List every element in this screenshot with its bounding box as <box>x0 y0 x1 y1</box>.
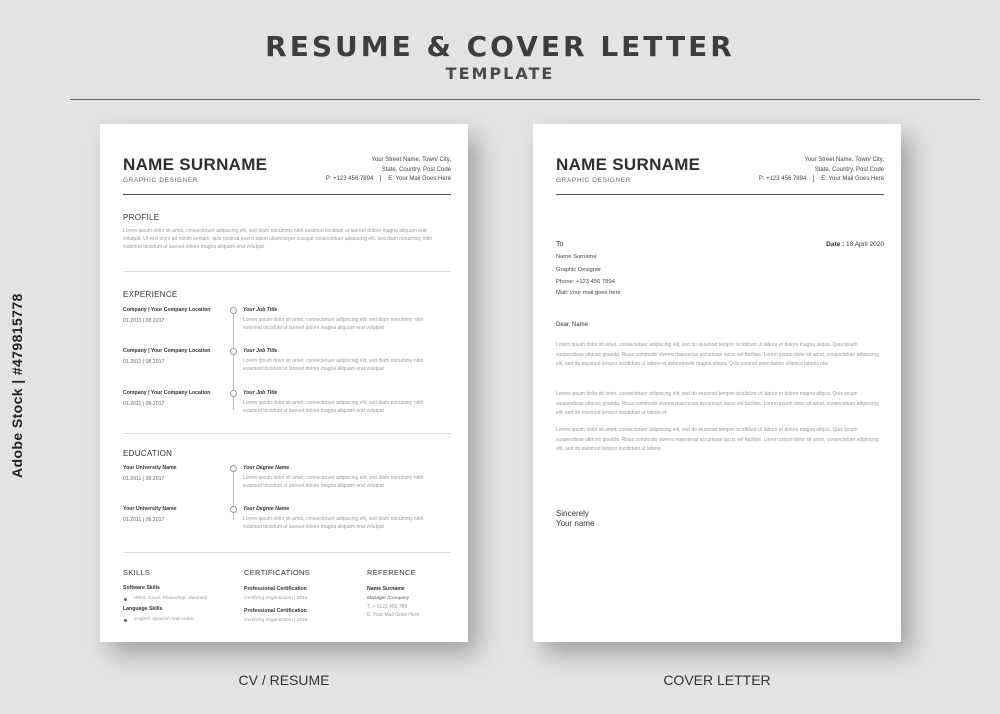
cover-role: GRAPHIC DESIGNER <box>556 177 631 184</box>
experience-job-title: Your Job Title <box>243 348 278 354</box>
recipient-role: Graphic Designer <box>556 267 602 273</box>
experience-company: Company | Your Company Location <box>123 307 211 313</box>
date-label: Date : <box>826 241 845 248</box>
timeline-dot <box>230 390 237 397</box>
stock-watermark-label: Adobe Stock | #479815778 <box>9 293 25 478</box>
timeline-dot <box>230 348 237 355</box>
email-text: E: Your Mail Goes Here <box>388 176 451 183</box>
education-description: Lorem ipsum dolor sit amet, consectetuer adipiscing elit, sed diam nonummy nibh euismod tincidunt ut laoreet dolore magna aliquam erat volutpat <box>243 475 424 490</box>
education-school: Your University Name <box>123 506 177 512</box>
signature-name: Your name <box>556 519 595 528</box>
experience-description: Lorem ipsum dolor sit amet, consectetuer adipiscing elit, sed diam nonummy nibh euismod tincidunt ut laoreet dolore magna aliquam erat volutpat <box>243 400 424 415</box>
resume-page <box>100 124 468 642</box>
resume-contact <box>326 175 451 182</box>
education-school: Your University Name <box>123 465 177 471</box>
profile-heading: PROFILE <box>123 213 160 222</box>
cover-letter-caption: COVER LETTER <box>663 672 771 688</box>
language-skills-label: Language Skills <box>123 606 163 612</box>
certification-org: Certifying Organization | 2016 <box>244 596 308 601</box>
bullet-icon <box>124 619 127 622</box>
recipient-mail: Mail: your mail goes here <box>556 290 621 296</box>
experience-date: 01.2011 | 08.2017 <box>123 401 165 407</box>
date-value: 18 April 2020 <box>846 241 884 248</box>
resume-name: NAME SURNAME <box>123 155 268 174</box>
cover-name: NAME SURNAME <box>556 155 701 174</box>
experience-job-title: Your Job Title <box>243 390 278 396</box>
reference-email: E. Your Mail Goes Here <box>367 612 420 618</box>
timeline-dot <box>230 506 237 513</box>
certification-name: Professional Certification <box>244 586 307 592</box>
page-title: RESUME & COVER LETTER <box>265 30 735 63</box>
experience-date: 01.2011 | 08.2017 <box>123 359 165 365</box>
experience-company: Company | Your Company Location <box>123 390 211 396</box>
page-subtitle: TEMPLATE <box>445 64 555 83</box>
divider <box>380 175 381 182</box>
greeting: Dear, Name <box>556 322 589 328</box>
education-description: Lorem ipsum dolor sit amet, consectetuer adipiscing elit, sed diam nonummy nibh euismod tincidunt ut laoreet dolore magna aliquam erat volutpat <box>243 516 424 531</box>
letter-paragraph: Lorem ipsum dolor sit amet, consectetuer adipiscing elit, sed do eiusmod tempor incididunt ut labore et dolore magna aliqua. Quis ipsum suspendisse ultrices gravida. Risus commodo viverra maecenas accumsan lacus vel facilisis. Lorem ipsum dolor sit amet, consectetuer adipiscing elit, sed do eiusmod tempor incididunt ut labore <box>556 427 879 453</box>
education-degree: Your Degree Name <box>243 465 290 471</box>
address-line: Your Street Name, Town/ City, <box>804 157 884 163</box>
address-line: Your Street Name, Town/ City, <box>371 157 451 163</box>
resume-address <box>321 155 451 175</box>
profile-text: Lorem ipsum dolor sit amet, consectetuer adipiscing elit, sed diam nonummy nibh euismod tincidunt ut laoreet dolore magna aliquam erat volutpat. Ut wisi enim ad minim veniam, quis nostrud exerci tation ullamcorper suscipit consectetuer adipiscing elit, sed diam nonummy nibh euismod tincidunt ut laoreet dolore magna aliquam erat volutpat. <box>123 228 433 251</box>
reference-role: Manager /Company <box>367 596 410 601</box>
experience-company: Company | Your Company Location <box>123 348 211 354</box>
cover-letter-page <box>533 124 901 642</box>
header-divider <box>556 194 884 195</box>
certification-org: Certifying Organization | 2016 <box>244 618 308 623</box>
section-divider <box>123 271 451 272</box>
experience-description: Lorem ipsum dolor sit amet, consectetuer adipiscing elit, sed diam nonummy nibh euismod tincidunt ut laoreet dolore magna aliquam erat volutpat <box>243 358 424 373</box>
experience-description: Lorem ipsum dolor sit amet, consectetuer adipiscing elit, sed diam nonummy nibh euismod tincidunt ut laoreet dolore magna aliquam erat volutpat <box>243 317 424 332</box>
timeline-dot <box>230 465 237 472</box>
letter-paragraph: Lorem ipsum dolor sit amet, consectetuer adipiscing elit, sed do eiusmod tempor incididunt ut labore et dolore magna aliqua. Quis ipsum suspendisse ultrices gravida. Risus commodo viverra maecenas accumsan lacus vel facilisis. Lorem ipsum dolor sit amet, consectetuer adipiscing elit, sed do eiusmod tempor incididunt ut labore et <box>556 391 879 417</box>
phone-text: P: +123 456 7894 <box>758 176 807 183</box>
address-line: State, Country, Post Code <box>814 167 884 173</box>
language-skills-list: English, Spanish And Arabic <box>134 617 195 622</box>
education-date: 01.2011 | 08.2017 <box>123 517 165 523</box>
recipient-phone: Phone: +123 456 7894 <box>556 279 615 285</box>
phone-text: P: +123 456 7894 <box>325 176 374 183</box>
reference-name: Name Surname <box>367 586 405 592</box>
title-divider <box>70 99 980 100</box>
letter-paragraph: Lorem ipsum dolor sit amet, consectetuer adipiscing elit, sed do eiusmod tempor incididunt ut labore et dolore magna aliqua. Quis ipsum suspendisse ultrices gravida. Risus commodo viverra maecenas accumsan lacus vel facilisis. Lorem ipsum dolor sit amet, consectetuer adipiscing elit, sed do eiusmod tempor incididunt ut labore et doloremvelit magna aliqua. Quis nostrud exercitation ullamco laboris nisi <box>556 342 879 368</box>
letter-date <box>826 241 884 248</box>
software-skills-list: Word, Excel, Photoshop, Illustrator <box>134 596 208 601</box>
education-date: 01.2011 | 08.2017 <box>123 476 165 482</box>
reference-heading: REFERENCE <box>367 568 416 577</box>
section-divider <box>123 433 451 434</box>
experience-date: 01.2011 | 08.2017 <box>123 318 165 324</box>
resume-role: GRAPHIC DESIGNER <box>123 177 198 184</box>
cover-address <box>754 155 884 175</box>
email-text: E: Your Mail Goes Here <box>821 176 884 183</box>
experience-heading: EXPERIENCE <box>123 290 178 299</box>
education-degree: Your Degree Name <box>243 506 290 512</box>
cover-contact <box>759 175 884 182</box>
reference-phone: T. + 0123 456 789 <box>367 604 408 610</box>
bullet-icon <box>124 598 127 601</box>
cv-caption: CV / RESUME <box>238 672 330 688</box>
education-heading: EDUCATION <box>123 449 173 458</box>
recipient-name: Name Surname <box>556 254 597 260</box>
skills-heading: SKILLS <box>123 568 151 577</box>
divider <box>813 175 814 182</box>
certification-name: Professional Certification <box>244 608 307 614</box>
experience-job-title: Your Job Title <box>243 307 278 313</box>
header-divider <box>123 194 451 195</box>
software-skills-label: Software Skills <box>123 585 160 591</box>
closing: Sincerely <box>556 509 589 518</box>
to-label: To <box>556 241 564 248</box>
section-divider <box>123 552 451 553</box>
address-line: State, Country, Post Code <box>381 167 451 173</box>
certifications-heading: CERTIFICATIONS <box>244 568 311 577</box>
timeline-dot <box>230 307 237 314</box>
